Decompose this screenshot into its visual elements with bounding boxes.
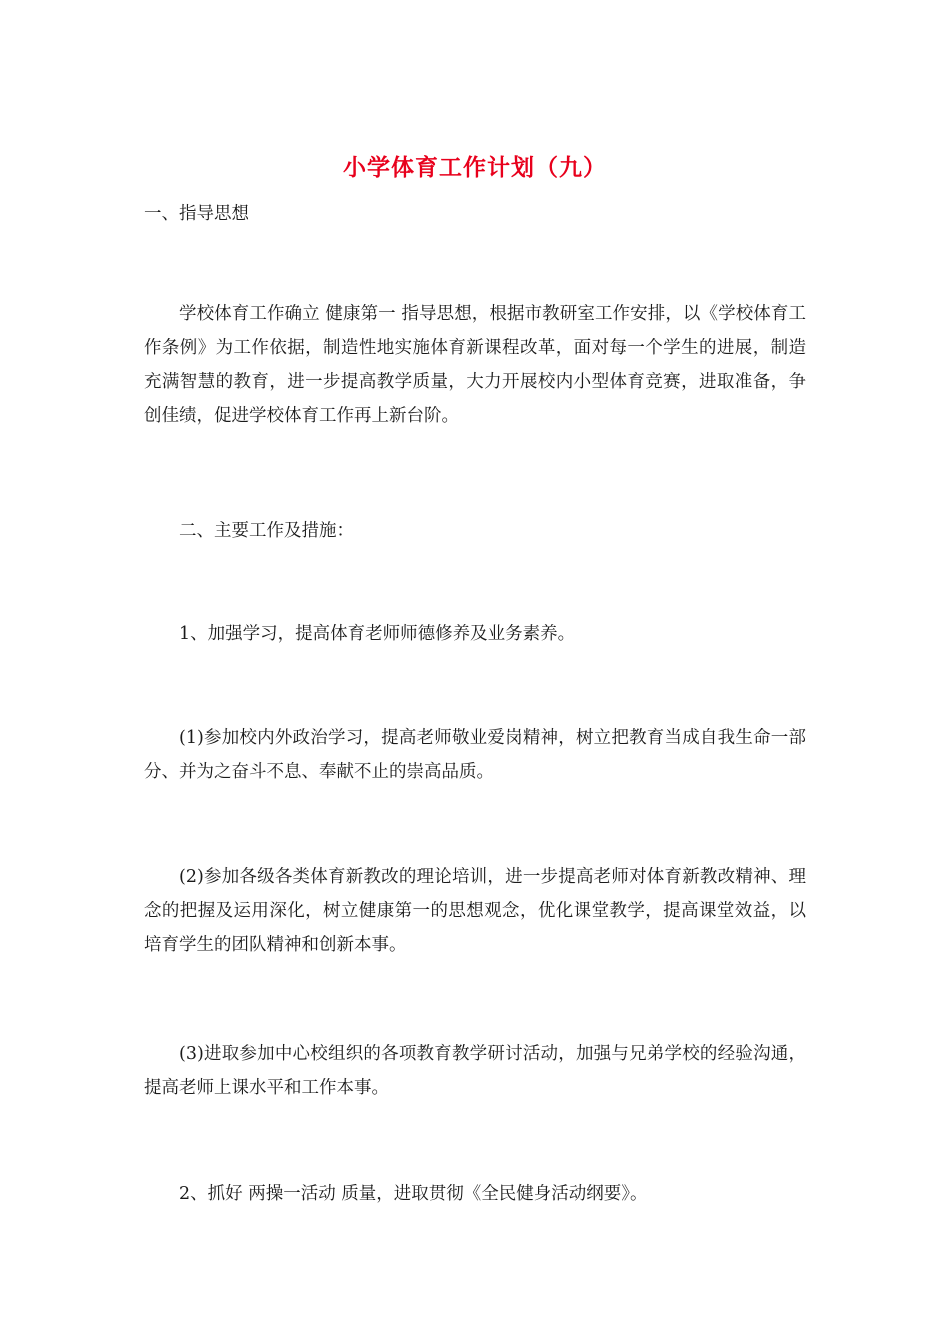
paragraph-guiding-thought: 学校体育工作确立 健康第一 指导思想，根据市教研室工作安排，以《学校体育工作条例》为工作依据，制造性地实施体育新课程改革，面对每一个学生的进展，制造充满智慧的教育，进一步提高教学质量，大力开展校内小型体育竞赛，进取准备，争创佳绩，促进学校体育工作再上新台阶。 [144, 304, 806, 426]
document-title: 小学体育工作计划（九） [343, 154, 607, 181]
list-item-1-1: (1)参加校内外政治学习，提高老师敬业爱岗精神，树立把教育当成自我生命一部分、并为之奋斗不息、奉献不止的崇高品质。 [144, 728, 806, 782]
list-item-1-3: (3)进取参加中心校组织的各项教育教学研讨活动，加强与兄弟学校的经验沟通，提高老师上课水平和工作本事。 [144, 1044, 806, 1098]
list-item-2: 2、抓好 两操一活动 质量，进取贯彻《全民健身活动纲要》。 [179, 1184, 648, 1204]
section-heading-guiding-thought: 一、指导思想 [144, 204, 249, 224]
list-item-1: 1、加强学习，提高体育老师师德修养及业务素养。 [179, 624, 576, 644]
section-heading-main-work: 二、主要工作及措施： [179, 521, 354, 541]
list-item-1-2: (2)参加各级各类体育新教改的理论培训，进一步提高老师对体育新教改精神、理念的把握及运用深化，树立健康第一的思想观念，优化课堂教学，提高课堂效益，以培育学生的团队精神和创新本事。 [144, 867, 806, 955]
